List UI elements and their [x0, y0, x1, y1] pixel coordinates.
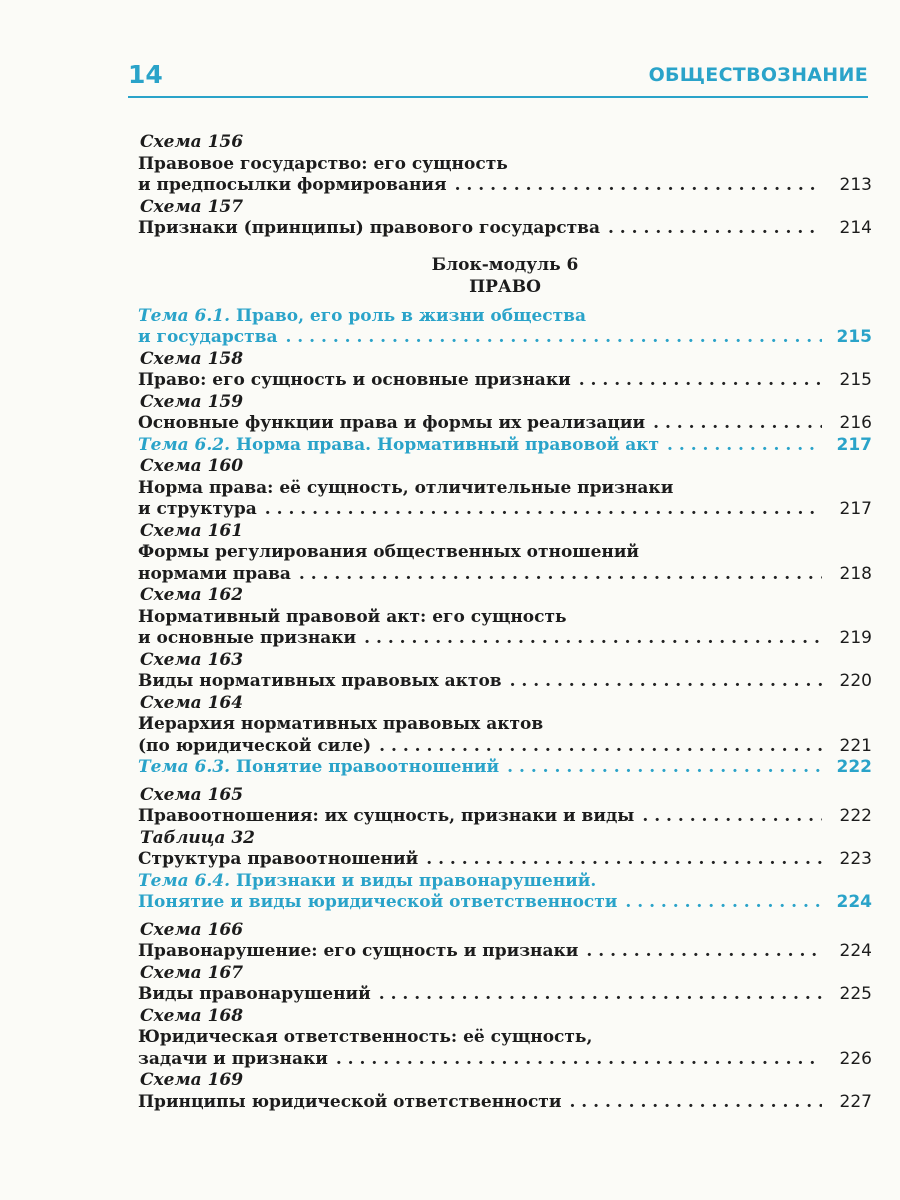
entry-title-line: Нормативный правовой акт: его сущность: [138, 606, 567, 627]
leader-dots: [642, 806, 822, 828]
toc-entry-scheme-161[interactable]: [138, 521, 872, 586]
toc-entry-scheme-162[interactable]: [138, 585, 872, 650]
page-ref: 224: [836, 892, 872, 912]
page-ref: 217: [839, 499, 872, 519]
toc-entry-scheme-163[interactable]: [138, 650, 872, 693]
toc-entry-scheme-158[interactable]: [138, 349, 872, 392]
leader-dots: [667, 435, 822, 457]
topic-title-line: Понятие и виды юридической ответственности: [138, 892, 618, 912]
entry-title-line: Виды нормативных правовых актов: [138, 671, 502, 691]
entry-label: Схема 159: [140, 391, 244, 412]
topic-title-line: Норма права. Нормативный правовой акт: [230, 434, 660, 455]
page-ref: 222: [839, 806, 872, 826]
leader-dots: [336, 1049, 822, 1071]
entry-label: Схема 165: [140, 784, 244, 805]
page-ref: 222: [836, 757, 872, 777]
toc-topic-6-1[interactable]: [138, 306, 872, 349]
page-ref: 215: [839, 370, 872, 390]
entry-title-line: Виды правонарушений: [138, 984, 371, 1004]
toc-entry-scheme-165[interactable]: [138, 785, 872, 828]
entry-title-line: Юридическая ответственность: её сущность,: [138, 1027, 593, 1047]
table-of-contents: [138, 132, 872, 1113]
entry-label: Схема 166: [140, 919, 244, 940]
toc-topic-6-4[interactable]: [138, 871, 872, 914]
entry-label: Схема 162: [140, 585, 244, 605]
entry-title-line: Правонарушение: его сущность и признаки: [138, 941, 579, 961]
entry-title-line: задачи и признаки: [138, 1048, 328, 1069]
leader-dots: [285, 327, 822, 349]
toc-entry-scheme-157[interactable]: [138, 197, 872, 240]
leader-dots: [364, 628, 822, 650]
page-ref: 227: [839, 1091, 872, 1112]
entry-label: Схема 163: [140, 649, 244, 670]
page-ref: 225: [839, 984, 872, 1004]
leader-dots: [265, 499, 822, 521]
entry-label: Схема 157: [140, 196, 244, 217]
toc-topic-6-2[interactable]: [138, 435, 872, 457]
entry-label: Схема 158: [140, 348, 244, 369]
leader-dots: [379, 984, 822, 1006]
entry-title-line: Норма права: её сущность, отличительные признаки: [138, 477, 674, 498]
page-ref: 217: [836, 434, 872, 455]
entry-label: Схема 164: [140, 692, 244, 713]
entry-label: Схема 169: [140, 1070, 244, 1090]
entry-title-line: Признаки (принципы) правового государства: [138, 218, 600, 238]
toc-entry-scheme-164[interactable]: [138, 693, 872, 758]
topic-title-line: и государства: [138, 327, 278, 347]
toc-entry-scheme-168[interactable]: [138, 1006, 872, 1071]
page-ref: 219: [839, 628, 872, 648]
entry-label: Схема 160: [140, 456, 244, 476]
page-ref: 224: [839, 941, 872, 961]
entry-title-line: Правовое государство: его сущность: [138, 153, 508, 174]
entry-title-line: Структура правоотношений: [138, 849, 419, 869]
toc-entry-scheme-166[interactable]: [138, 920, 872, 963]
leader-dots: [569, 1092, 822, 1114]
entry-title-line: Принципы юридической ответственности: [138, 1091, 562, 1112]
leader-dots: [379, 736, 822, 758]
entry-label: Таблица 32: [140, 827, 255, 848]
topic-title-line: Признаки и виды правонарушений.: [230, 870, 597, 891]
toc-entry-scheme-167[interactable]: [138, 963, 872, 1006]
topic-title-line: Право, его роль в жизни общества: [230, 305, 587, 326]
module-name: Блок-модуль 6: [431, 254, 579, 275]
entry-title-line: и основные признаки: [138, 628, 357, 648]
entry-title-line: Формы регулирования общественных отношений: [138, 542, 640, 562]
entry-label: Схема 168: [140, 1005, 244, 1026]
entry-label: Схема 167: [140, 962, 244, 983]
entry-title-line: и предпосылки формирования: [138, 175, 447, 195]
topic-title-line: Понятие правоотношений: [230, 757, 500, 777]
page-ref: 221: [839, 735, 872, 756]
entry-title-line: Основные функции права и формы их реализации: [138, 413, 646, 433]
leader-dots: [455, 175, 822, 197]
page-ref: 215: [836, 327, 872, 347]
entry-title-line: Правоотношения: их сущность, признаки и виды: [138, 806, 635, 826]
page-ref: 226: [839, 1048, 872, 1069]
topic-number: Тема 6.1.: [138, 305, 231, 326]
page-number: 14: [128, 60, 163, 89]
toc-entry-scheme-156[interactable]: [138, 132, 872, 197]
entry-title-line: Иерархия нормативных правовых актов: [138, 714, 544, 734]
leader-dots: [510, 671, 822, 693]
toc-entry-scheme-169[interactable]: [138, 1070, 872, 1113]
leader-dots: [579, 370, 822, 392]
entry-title-line: и структура: [138, 499, 257, 519]
page-header: [128, 56, 868, 100]
entry-title-line: (по юридической силе): [138, 735, 372, 756]
topic-number: Тема 6.2.: [138, 434, 231, 455]
toc-entry-scheme-160[interactable]: [138, 456, 872, 521]
book-title: ОБЩЕСТВОЗНАНИЕ: [648, 64, 868, 86]
toc-entry-scheme-159[interactable]: [138, 392, 872, 435]
topic-number: Тема 6.3.: [138, 757, 231, 777]
header-rule: [128, 96, 868, 98]
leader-dots: [426, 849, 822, 871]
entry-title-line: нормами права: [138, 563, 291, 584]
page-ref: 214: [839, 218, 872, 238]
page-ref: 216: [839, 413, 872, 433]
leader-dots: [507, 757, 822, 779]
leader-dots: [299, 564, 822, 586]
entry-label: Схема 161: [140, 520, 244, 541]
leader-dots: [653, 413, 822, 435]
page-ref: 220: [839, 671, 872, 691]
page-ref: 213: [839, 175, 872, 195]
entry-label: Схема 156: [140, 132, 244, 152]
toc-entry-table-32[interactable]: [138, 828, 872, 871]
leader-dots: [608, 218, 822, 240]
topic-number: Тема 6.4.: [138, 870, 231, 891]
entry-title-line: Право: его сущность и основные признаки: [138, 370, 571, 390]
leader-dots: [586, 941, 822, 963]
page-ref: 223: [839, 849, 872, 869]
toc-topic-6-3[interactable]: [138, 757, 872, 779]
module-title: ПРАВО: [469, 276, 541, 297]
page-ref: 218: [839, 563, 872, 584]
leader-dots: [625, 892, 822, 914]
